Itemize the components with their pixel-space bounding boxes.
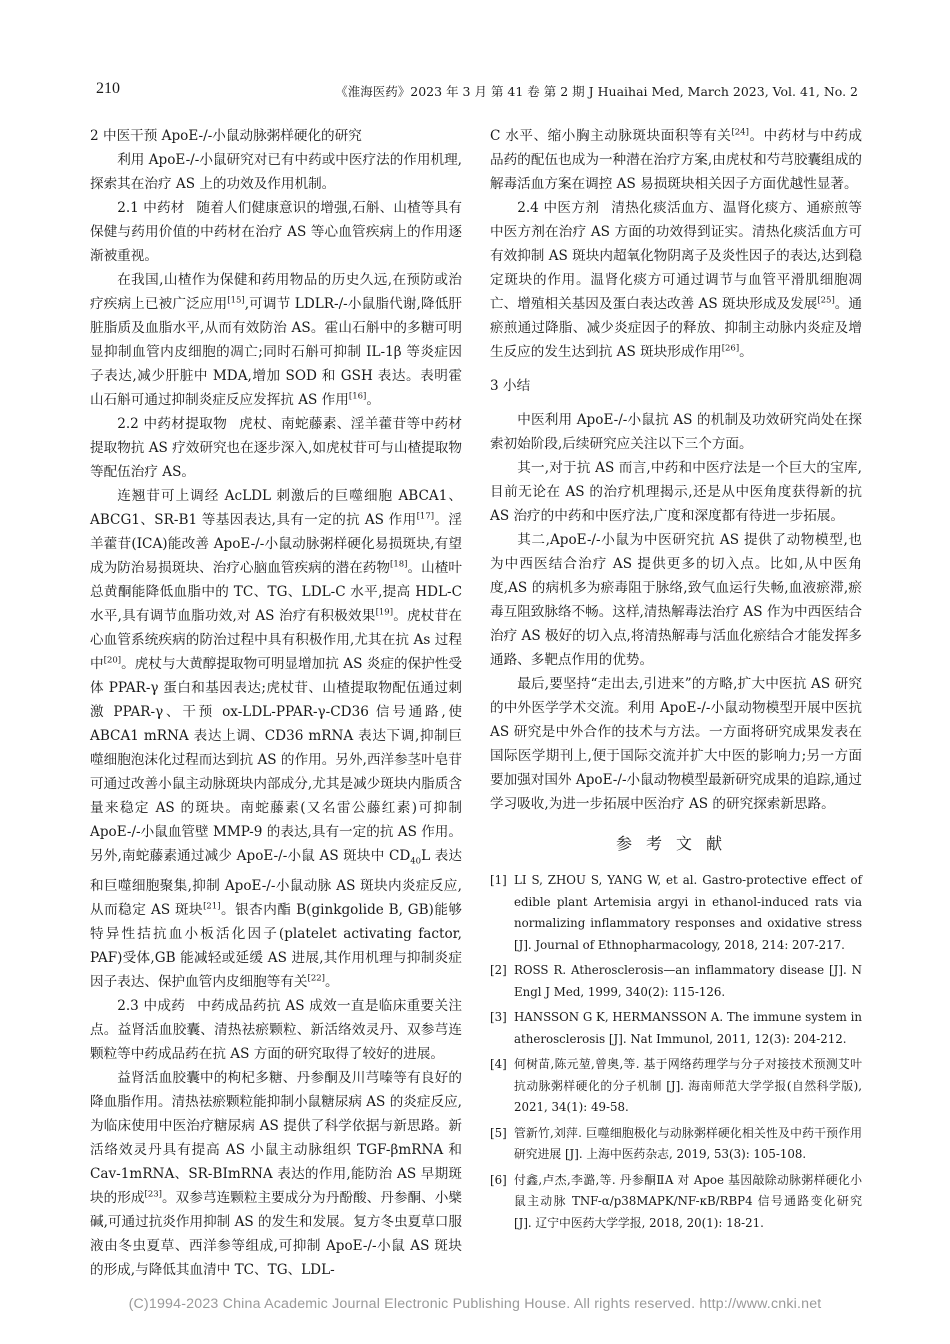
paragraph-text: 。双参芎连颗粒主要成分为丹酚酸、丹参酮、小檗碱,可通过抗炎作用抑制 AS 的发生和发展。复方冬虫夏草口服液由冬虫夏草、西洋参等组成,可抑制 ApoE-/-小鼠 AS 斑块的形成,与降低其血清中 TC、TG、LDL- — [90, 1189, 462, 1278]
extracts-paragraph — [90, 484, 462, 994]
reference-text: 管新竹,刘萍. 巨噬细胞极化与动脉粥样硬化相关性及中药干预作用研究进展 [J]. 上海中医药杂志, 2019, 53(3): 105-108. — [514, 1125, 862, 1161]
paragraph-text: 。虎杖与大黄醇提取物可明显增加抗 AS 炎症的保护性受体 PPAR-γ 蛋白和基因表达;虎杖苷、山楂提取物配伍通过刺激 PPAR-γ、干预 ox-LDL-PPAR-γ-CD36 信号通路,使 ABCA1 mRNA 表达上调、CD36 mRNA 表达下调,抑制巨噬细胞泡沫化过程而达到抗 AS 的作用。另外,西洋参茎叶皂苷可通过改善小鼠主动脉斑块内部成分,尤其是减少斑块内脂质含量来稳定 AS 的斑块。南蛇藤素(又名雷公藤红素)可抑制 ApoE-/-小鼠血管壁 MMP-9 的表达,具有一定的抗 AS 作用。另外,南蛇藤素通过减少 ApoE-/-小鼠 AS 斑块中 CD — [90, 656, 463, 864]
reference-number: [6] — [490, 1172, 507, 1187]
reference-item — [490, 870, 862, 956]
paragraph-text: 。 — [324, 973, 339, 990]
paragraph-text: 虎杖、南蛇藤素、淫羊藿苷等中药材提取物抗 AS 疗效研究也在逐步深入,如虎杖苷可与山楂提取物等配伍治疗 AS。 — [90, 416, 462, 480]
section-2-2-label: 2.2 中药材提取物 — [117, 416, 228, 432]
reference-item — [490, 960, 862, 1003]
section-2-3-label: 2.3 中成药 — [117, 997, 186, 1014]
citation: [25] — [817, 295, 835, 306]
reference-text: LI S, ZHOU S, YANG W, et al. Gastro-protective effect of edible plant Artemisia argyi in ethanol-induced rats via normalizing inflammatory responses and oxidative stress [J]. Journal of Ethnopharmacology, 2018, 214: 207-217. — [514, 873, 862, 952]
left-column — [90, 124, 462, 1282]
reference-text: HANSSON G K, HERMANSSON A. The immune system in atherosclerosis [J]. Nat Immunol, 2011, 12(3): 204-212. — [514, 1010, 862, 1046]
paragraph-text: 清热化痰活血方、温肾化痰方、通瘀煎等中医方剂在治疗 AS 方面的功效得到证实。清热化痰活血方可有效抑制 AS 斑块内超氧化物阴离子及炎性因子的表达,达到稳定斑块的作用。温肾化痰方可通过调节与血管平滑肌细胞凋亡、增殖相关基因及蛋白表达改善 AS 斑块形成及发展 — [490, 200, 862, 312]
references-list — [490, 870, 862, 1234]
reference-number: [5] — [490, 1125, 507, 1140]
paragraph-text: 连翘苷可上调经 AcLDL 刺激后的巨噬细胞 ABCA1、ABCG1、SR-B1 等基因表达,具有一定的抗 AS 作用 — [90, 488, 462, 528]
reference-item — [490, 1054, 862, 1119]
paragraph-text: 随着人们健康意识的增强,石斛、山楂等具有保健与药用价值的中药材在治疗 AS 等心血管疾病上的作用逐渐被重视。 — [90, 200, 462, 264]
copyright-footer: (C)1994-2023 China Academic Journal Electronic Publishing House. All rights reserved. http://www.cnki.net — [128, 1296, 822, 1312]
running-head: 《淮海医药》2023 年 3 月 第 41 卷 第 2 期 J Huaihai Med, March 2023, Vol. 41, No. 2 — [335, 84, 858, 99]
reference-number: [4] — [490, 1057, 507, 1071]
reference-text: ROSS R. Atherosclerosis—an inflammatory disease [J]. N Engl J Med, 1999, 340(2): 115-126. — [514, 963, 862, 999]
page-number: 210 — [96, 80, 120, 97]
hawthorn-paragraph — [90, 268, 462, 412]
references-heading: 参考文献 — [615, 834, 736, 853]
summary-paragraph-2: 其一,对于抗 AS 而言,中药和中医疗法是一个巨大的宝库,目前无论在 AS 的治疗机理揭示,还是从中医角度获得新的抗 AS 治疗的中药和中医疗法,广度和深度都有待进一步拓展。 — [490, 460, 862, 524]
paragraph-text: 。中药材与中药成品药的配伍也成为一种潜在治疗方案,由虎杖和芍芎胶囊组成的解毒活血方案在调控 AS 易损斑块相关因子方面优越性显著。 — [490, 128, 862, 192]
section-2-2-paragraph — [90, 412, 462, 484]
citation: [21] — [203, 901, 221, 912]
reference-item — [490, 1123, 862, 1166]
paragraph-text: 。通瘀煎通过降脂、减少炎症因子的释放、抑制主动脉内炎症及增生反应的发生达到抗 AS 斑块形成作用 — [490, 296, 862, 360]
paragraph-text: 。山楂叶总黄酮能降低血脂中的 TC、TG、LDL-C 水平,提高 HDL-C 水平,具有调节血脂功效,对 AS 治疗有积极效果 — [90, 560, 462, 624]
reference-number: [2] — [490, 963, 507, 977]
paragraph-text: 。银杏内酯 B(ginkgolide B, GB)能够特异性拮抗血小板活化因子(platelet activating factor, PAF)受体,GB 能减轻或延缓 AS 进展,其作用机理与抑制炎症因子表达、保护血管内皮细胞等有关 — [90, 901, 462, 990]
citation: [22] — [307, 973, 325, 984]
reference-item — [490, 1007, 862, 1050]
section-2-1-paragraph — [90, 196, 462, 268]
paragraph-text: ,可调节 LDLR-/-小鼠脂代谢,降低肝脏脂质及血脂水平,从而有效防治 AS。霍山石斛中的多糖可明显抑制血管内皮细胞的凋亡;同时石斛可抑制 IL-1β 等炎症因子表达,减少肝脏中 MDA,增加 SOD 和 GSH 表达。表明霍山石斛可通过抑制炎症反应发挥抗 AS 作用 — [90, 296, 463, 408]
reference-number: [1] — [490, 873, 507, 887]
right-column — [490, 124, 862, 1238]
section-2-4-paragraph — [490, 196, 862, 364]
citation: [24] — [731, 127, 749, 138]
paragraph-text: 中药成品药抗 AS 成效一直是临床重要关注点。益肾活血胶囊、清热祛瘀颗粒、新活络效灵丹、双参芎连颗粒等中药成品药在抗 AS 方面的研究取得了较好的进展。 — [90, 997, 462, 1062]
summary-paragraph-4: 最后,要坚持“走出去,引进来”的方略,扩大中医抗 AS 研究的中外医学学术交流。利用 ApoE-/-小鼠动物模型开展中医抗 AS 研究是中外合作的技术与方法。一方面将研究成果发表在国际医学期刊上,便于国际交流并扩大中医的影响力;另一方面要加强对国外 ApoE-/-小鼠动物模型最新研究成果的追踪,通过学习吸收,为进一步拓展中医治疗 AS 的研究探索新思路。 — [490, 676, 862, 812]
patent-medicine-paragraph — [90, 1066, 462, 1282]
citation: [18] — [390, 559, 408, 570]
summary-paragraph-3: 其二,ApoE-/-小鼠为中医研究抗 AS 提供了动物模型,也为中西医结合治疗 AS 提供更多的切入点。比如,从中医角度,AS 的病机多为瘀毒阻于脉络,致气血运行失畅,血液瘀滞,瘀毒互阻致脉络不畅。这样,清热解毒法治疗 AS 作为中西医结合治疗 AS 极好的切入点,将清热解毒与活血化瘀结合才能发挥多通路、多靶点作用的优势。 — [490, 532, 862, 668]
citation: [15] — [227, 295, 245, 306]
paragraph-text: 。虎杖苷在心血管系统疾病的防治过程中具有积极作用,尤其在抗 As 过程中 — [90, 608, 462, 672]
paragraph-text: 。 — [366, 392, 380, 408]
section-2-1-label: 2.1 中药材 — [117, 200, 185, 216]
section-2-3-paragraph — [90, 994, 462, 1066]
reference-text: 何树苗,陈元堃,曾奥,等. 基于网络药理学与分子对接技术预测艾叶抗动脉粥样硬化的分子机制 [J]. 海南师范大学学报(自然科学版), 2021, 34(1): 49-58. — [514, 1057, 862, 1114]
paragraph-text: C 水平、缩小胸主动脉斑块面积等有关 — [490, 128, 732, 144]
subscript: 40 — [410, 856, 422, 867]
summary-paragraph-1: 中医利用 ApoE-/-小鼠抗 AS 的机制及功效研究尚处在探索初始阶段,后续研究应关注以下三个方面。 — [490, 412, 862, 452]
reference-text: 付鑫,卢杰,李潞,等. 丹参酮ⅡA 对 Apoe 基因敲除动脉粥样硬化小鼠主动脉 TNF-α/p38MAPK/NF-κB/RBP4 信号通路变化研究 [J]. 辽宁中医药大学学报, 2018, 20(1): 18-21. — [514, 1172, 862, 1230]
paragraph-text: 。 — [739, 344, 753, 360]
citation: [23] — [144, 1189, 162, 1200]
section-2-heading: 2 中医干预 ApoE-/-小鼠动脉粥样硬化的研究 — [90, 128, 362, 144]
section-2-intro: 利用 ApoE-/-小鼠研究对已有中药或中医疗法的作用机理,探索其在治疗 AS 上的功效及作用机制。 — [90, 152, 462, 192]
paragraph-text: 益肾活血胶囊中的枸杞多糖、丹参酮及川芎嗪等有良好的降血脂作用。清热祛瘀颗粒能抑制小鼠糖尿病 AS 的炎症反应,为临床使用中医治疗糖尿病 AS 提供了科学依据与新思路。新活络效灵丹具有提高 AS 小鼠主动脉组织 TGF-βmRNA 和 Cav-1mRNA、SR-BImRNA 表达的作用,能防治 AS 早期斑块的形成 — [90, 1069, 462, 1206]
citation: [19] — [375, 607, 394, 618]
citation: [17] — [416, 511, 435, 522]
section-3-heading: 3 小结 — [490, 378, 531, 394]
reference-item — [490, 1170, 862, 1235]
citation: [16] — [348, 391, 367, 402]
paragraph-text: 在我国,山楂作为保健和药用物品的历史久远,在预防或治疗疾病上已被广泛应用 — [90, 272, 462, 312]
paragraph-text: L 表达和巨噬细胞聚集,抑制 ApoE-/-小鼠动脉 AS 斑块内炎症反应,从而稳定 AS 斑块 — [90, 848, 462, 918]
reference-number: [3] — [490, 1010, 507, 1024]
paragraph-text: 。淫羊藿苷(ICA)能改善 ApoE-/-小鼠动脉粥样硬化易损斑块,有望成为防治易损斑块、治疗心脑血管疾病的潜在药物 — [90, 512, 462, 576]
citation: [26] — [721, 343, 740, 354]
citation: [20] — [103, 655, 122, 666]
section-2-4-label: 2.4 中医方剂 — [517, 200, 600, 216]
continued-paragraph — [490, 124, 862, 196]
